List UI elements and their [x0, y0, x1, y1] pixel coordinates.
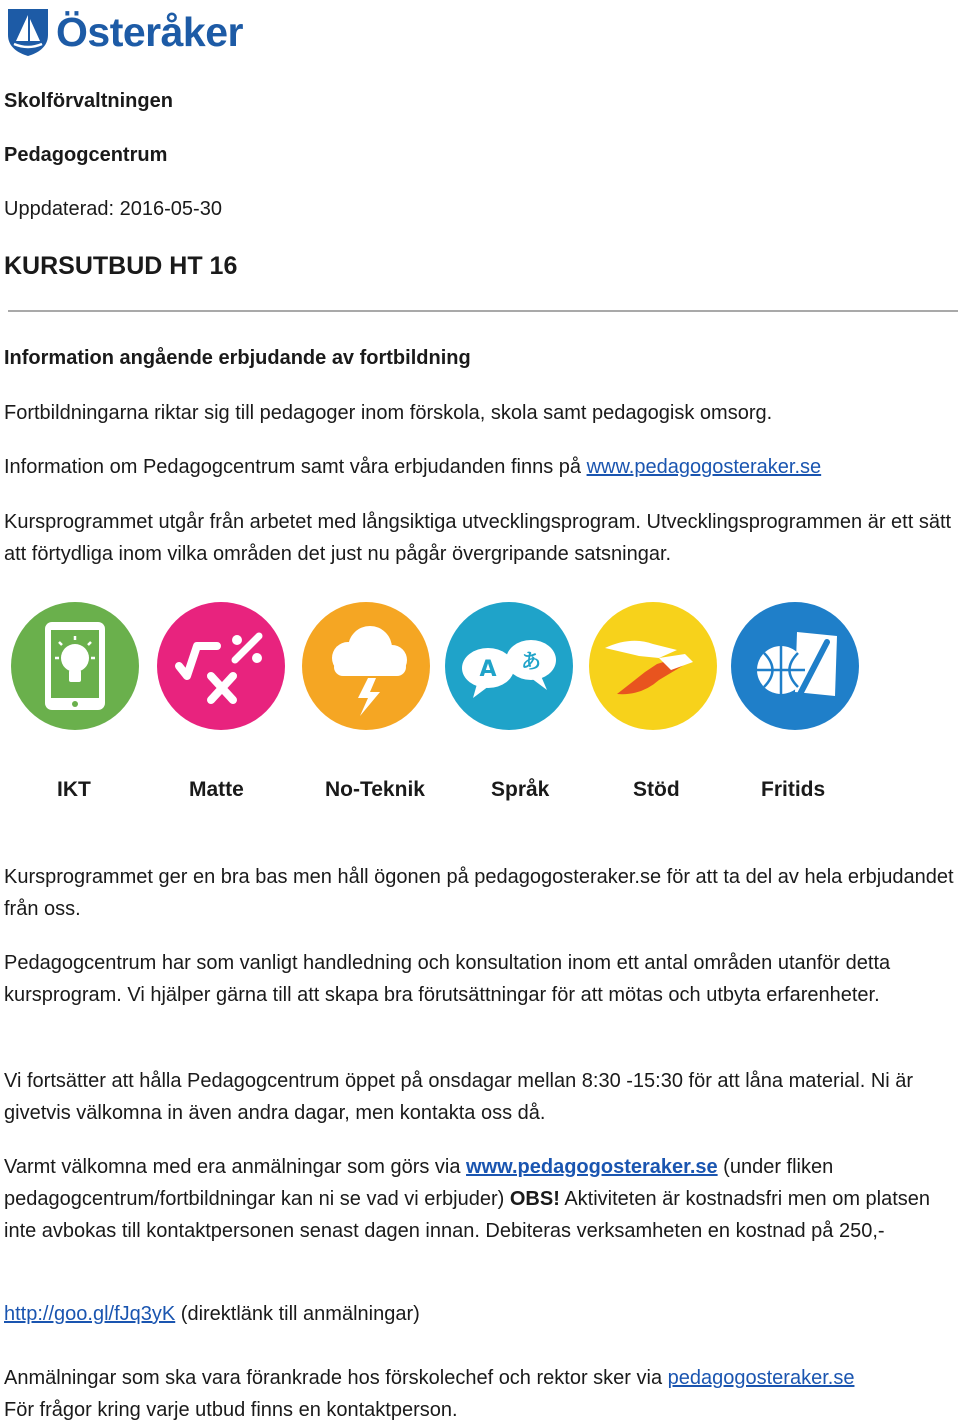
divider — [8, 310, 958, 312]
intro-line-2 — [4, 456, 821, 479]
storm-cloud-icon — [300, 600, 432, 732]
direct-registration-link[interactable]: http://goo.gl/fJq3yK — [4, 1303, 176, 1325]
pedagog-website-link[interactable]: www.pedagogosteraker.se — [586, 456, 822, 478]
program-label-matte: Matte — [189, 778, 244, 801]
paragraph-2: Pedagogcentrum har som vanligt handledning och konsultation inom ett antal områden utanför detta kursprogram. Vi hjälper gärna till att skapa bra förutsättningar för att mötas och utbyta erfarenheter. — [4, 952, 891, 1006]
paragraph-4-text-b: (under fliken pedagogcentrum/fortbildningar kan ni se vad vi erbjuder) — [4, 1156, 834, 1210]
program-label-fritids: Fritids — [761, 778, 826, 801]
paragraph-3: Vi fortsätter att hålla Pedagogcentrum öppet på onsdagar mellan 8:30 -15:30 för att låna material. Ni är givetvis välkomna in även andra dagar, men kontakta oss då. — [4, 1070, 914, 1124]
intro-line-1: Fortbildningarna riktar sig till pedagoger inom förskola, skola samt pedagogisk omsorg. — [4, 402, 773, 424]
paragraph-1: Kursprogrammet ger en bra bas men håll ögonen på pedagogosteraker.se för att ta del av hela erbjudandet från oss. — [4, 866, 954, 920]
municipal-crest-icon — [6, 7, 50, 57]
page-title: KURSUTBUD HT 16 — [4, 252, 238, 280]
contact-note: För frågor kring varje utbud finns en kontaktperson. — [4, 1399, 458, 1421]
osteraker-logo — [6, 6, 256, 58]
intro-heading: Information angående erbjudande av fortbildning — [4, 347, 471, 369]
svg-text:あ: あ — [521, 649, 541, 673]
paragraph-4-text-c: Aktiviteten är kostnadsfri men om platsen inte avbokas till kontaktpersonen senast dagen innan. Debiteras verksamheten en kostnad på 250,- — [4, 1188, 931, 1242]
tablet-lightbulb-icon — [9, 600, 141, 732]
updated-date: Uppdaterad: 2016-05-30 — [4, 198, 222, 220]
helping-hands-icon — [587, 600, 719, 732]
program-label-ikt: IKT — [57, 778, 91, 801]
svg-text:A: A — [479, 657, 497, 682]
math-symbols-icon — [155, 600, 287, 732]
unit-name: Pedagogcentrum — [4, 144, 168, 166]
program-label-no-teknik: No-Teknik — [325, 778, 425, 801]
paragraph-4 — [4, 1151, 960, 1247]
intro-line-2-text: Information om Pedagogcentrum samt våra erbjudanden finns på — [4, 456, 587, 478]
paragraph-5 — [4, 1303, 420, 1326]
intro-line-3: Kursprogrammet utgår från arbetet med långsiktiga utvecklingsprogram. Utvecklingsprogrammen är ett sätt att förtydliga inom vilka områden det just nu pågår övergripande satsningar. — [4, 511, 952, 565]
program-label-stod: Stöd — [633, 778, 680, 801]
program-label-sprak: Språk — [491, 778, 550, 801]
principal-registration-link[interactable]: pedagogosteraker.se — [667, 1367, 855, 1389]
speech-bubbles-icon — [443, 600, 575, 732]
paragraph-6-text: Anmälningar som ska vara förankrade hos förskolechef och rektor sker via — [4, 1367, 668, 1389]
department-name: Skolförvaltningen — [4, 90, 173, 112]
paragraph-6 — [4, 1367, 854, 1390]
registration-website-link[interactable]: www.pedagogosteraker.se — [466, 1156, 718, 1178]
paragraph-4-text-a: Varmt välkomna med era anmälningar som görs via — [4, 1156, 467, 1178]
ball-book-icon — [729, 600, 861, 732]
paragraph-5-text: (direktlänk till anmälningar) — [175, 1303, 420, 1325]
obs-label: OBS! — [509, 1188, 560, 1210]
logo-wordmark: Österåker — [56, 8, 243, 55]
